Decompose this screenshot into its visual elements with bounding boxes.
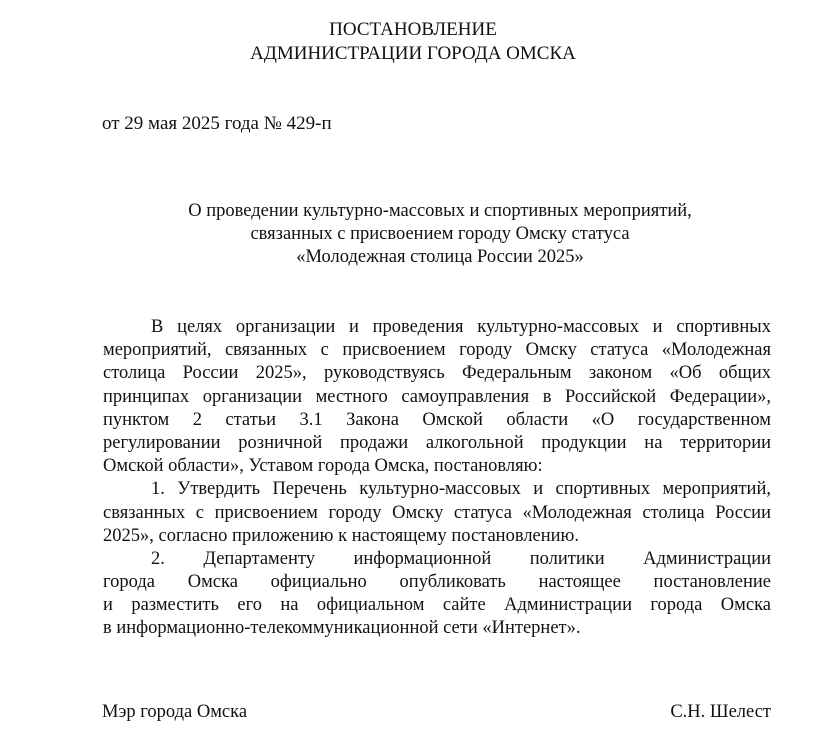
preamble-line: пунктом 2 статьи 3.1 Закона Омской области «О государственном: [103, 409, 771, 430]
subject-line: «Молодежная столица России 2025»: [296, 247, 584, 267]
document-body: [103, 316, 771, 641]
preamble-line: принципах организации местного самоуправления в Российской Федерации»,: [103, 386, 771, 407]
issuing-authority: АДМИНИСТРАЦИИ ГОРОДА ОМСКА: [250, 43, 576, 64]
document-date-number: от 29 мая 2025 года № 429-п: [102, 113, 332, 134]
preamble-line: Омской области», Уставом города Омска, постановляю:: [103, 456, 543, 477]
item-2-line: в информационно-телекоммуникационной сети «Интернет».: [103, 618, 581, 639]
signatory-position: Мэр города Омска: [102, 702, 248, 722]
document-title: ПОСТАНОВЛЕНИЕ: [329, 19, 497, 40]
subject-line: О проведении культурно-массовых и спортивных мероприятий,: [188, 201, 692, 221]
item-1-line: связанных с присвоением городу Омску статуса «Молодежная столица России: [103, 502, 771, 523]
preamble-line: мероприятий, связанных с присвоением городу Омску статуса «Молодежная: [103, 340, 771, 361]
item-1-line: 1. Утвердить Перечень культурно-массовых и спортивных мероприятий,: [151, 479, 771, 500]
item-2-line: города Омска официально опубликовать настоящее постановление: [103, 572, 771, 593]
preamble-line: столица России 2025», руководствуясь Федеральным законом «Об общих: [103, 363, 771, 384]
preamble-line: регулировании розничной продажи алкогольной продукции на территории: [103, 432, 771, 453]
preamble-line: В целях организации и проведения культурно-массовых и спортивных: [151, 317, 771, 337]
item-1-line: 2025», согласно приложению к настоящему постановлению.: [103, 525, 580, 546]
signatory-name: С.Н. Шелест: [670, 702, 771, 722]
item-2-line: и разместить его на официальном сайте Администрации города Омска: [103, 595, 771, 616]
subject-line: связанных с присвоением городу Омску статуса: [250, 224, 630, 244]
item-2-line: 2. Департаменту информационной политики Администрации: [151, 548, 771, 569]
